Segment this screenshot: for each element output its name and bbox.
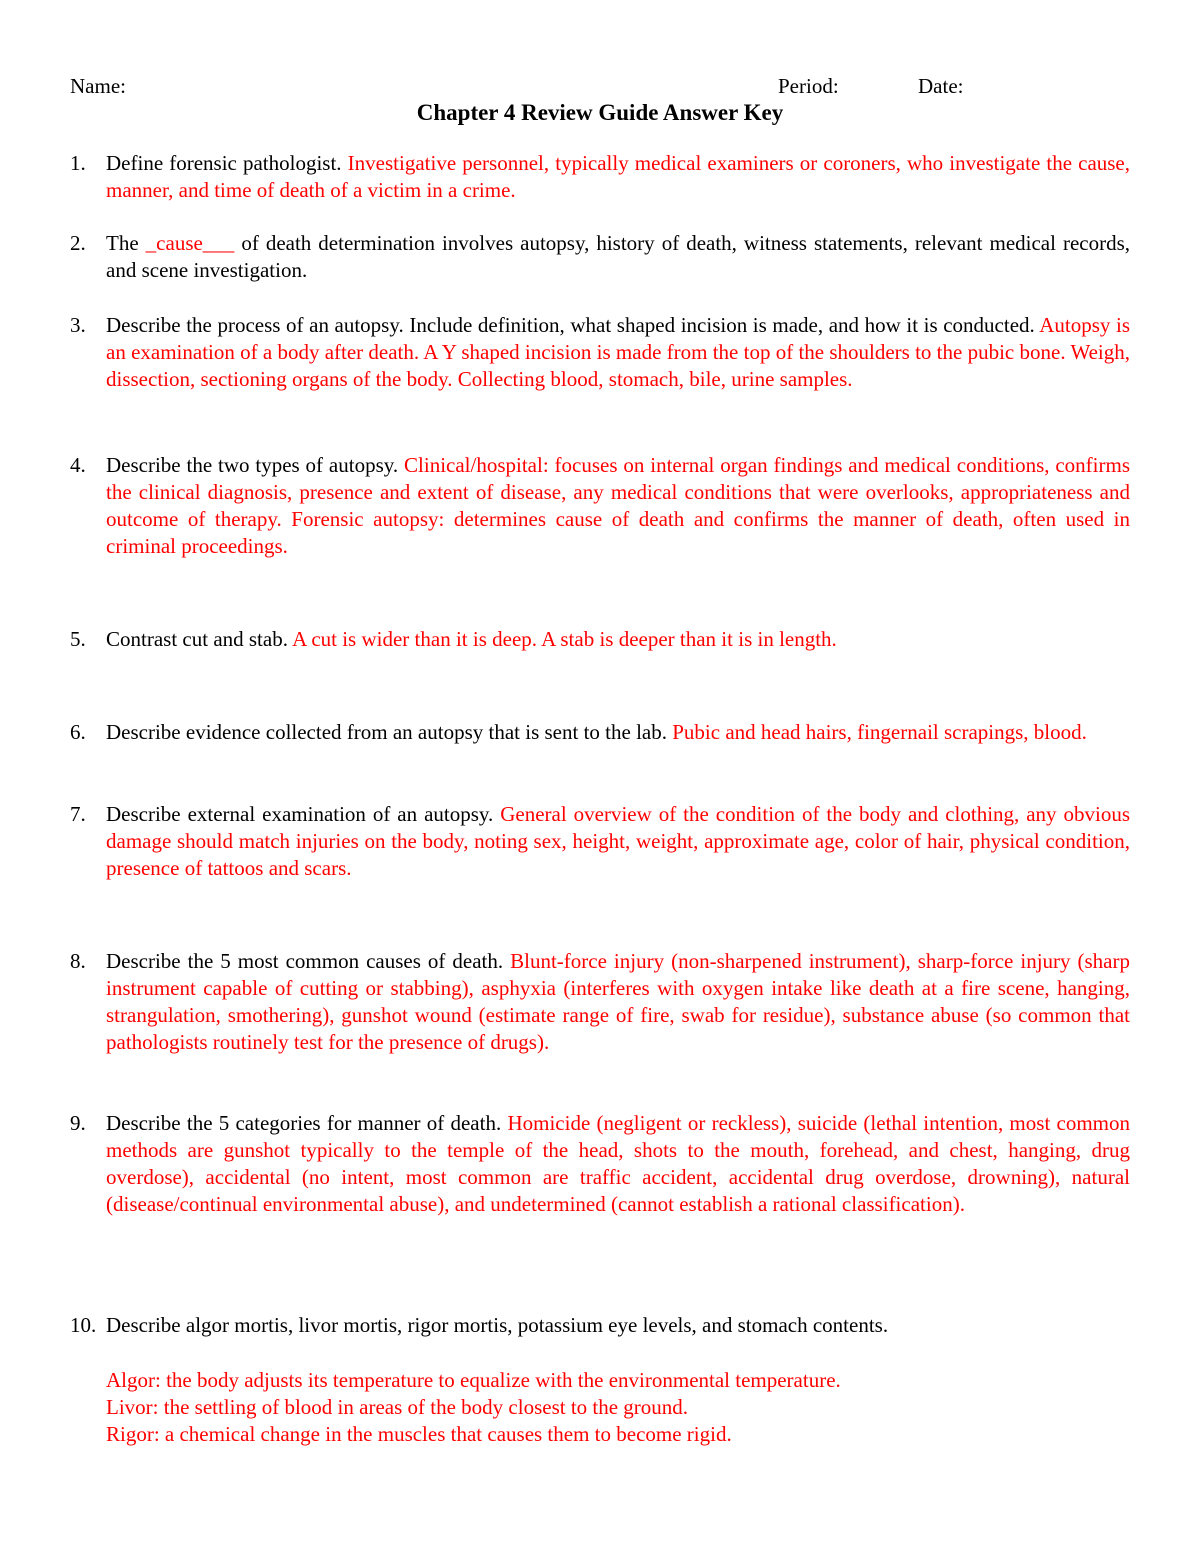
question-10 [70, 1312, 1130, 1339]
question-prompt: Describe evidence collected from an autopsy that is sent to the lab. [106, 720, 667, 744]
question-number: 9. [70, 1111, 86, 1135]
question-number: 3. [70, 313, 86, 337]
question-3 [70, 312, 1130, 393]
algor-answer: Algor: the body adjusts its temperature to equalize with the environmental temperature. [106, 1368, 841, 1392]
question-answer: General overview of the condition of the body and clothing, any obvious damage should match injuries on the body, noting sex, height, weight, approximate age, color of hair, physical condition, presence of tattoos and scars. [106, 802, 1131, 880]
question-1 [70, 150, 1130, 204]
page-title: Chapter 4 Review Guide Answer Key [416, 100, 784, 125]
question-answer: Clinical/hospital: focuses on internal organ findings and medical conditions, confirms the clinical diagnosis, presence and extent of disease, any medical conditions that were overlooks, appropriateness and outcome of therapy. Forensic autopsy: determines cause of death and confirms the manner of death, often used in criminal proceedings. [106, 453, 1130, 558]
question-prompt: Describe the two types of autopsy. [106, 453, 399, 477]
name-label: Name: [70, 74, 126, 98]
question-answer: Autopsy is an examination of a body after death. A Y shaped incision is made from the top of the shoulders to the pubic bone. Weigh, dissection, sectioning organs of the body. Collecting blood, stomach, bile, urine samples. [106, 313, 1130, 391]
question-prompt-after: of death determination involves autopsy, history of death, witness statements, relevant medical records, and scene investigation. [106, 231, 1131, 282]
period-label: Period: [778, 74, 839, 98]
question-10-answers [106, 1367, 841, 1448]
rigor-answer: Rigor: a chemical change in the muscles that causes them to become rigid. [106, 1422, 732, 1446]
question-4 [70, 452, 1130, 560]
question-8 [70, 948, 1130, 1056]
question-number: 8. [70, 949, 86, 973]
question-number: 1. [70, 151, 86, 175]
question-answer: Homicide (negligent or reckless), suicide (lethal intention, most common methods are gunshot typically to the temple of the head, shots to the mouth, forehead, and chest, hanging, drug overdose), accidental (no intent, most common are traffic accident, accidental drug overdose, drowning), natural (disease/continual environmental abuse), and undetermined (cannot establish a rational classification). [106, 1111, 1131, 1216]
question-9 [70, 1110, 1130, 1218]
question-number: 7. [70, 802, 86, 826]
question-answer: Investigative personnel, typically medical examiners or coroners, who investigate the cause, manner, and time of death of a victim in a crime. [106, 151, 1131, 202]
question-prompt: Define forensic pathologist. [106, 151, 342, 175]
header-row [70, 74, 1130, 100]
date-label: Date: [918, 74, 964, 98]
blank-answer: _cause___ [145, 231, 235, 255]
question-6 [70, 719, 1130, 746]
question-prompt: Describe algor mortis, livor mortis, rigor mortis, potassium eye levels, and stomach contents. [106, 1313, 889, 1337]
question-number: 5. [70, 627, 86, 651]
question-prompt: Contrast cut and stab. [106, 627, 288, 651]
question-2 [70, 230, 1130, 284]
question-prompt: Describe the process of an autopsy. Include definition, what shaped incision is made, and how it is conducted. [106, 313, 1035, 337]
question-7 [70, 801, 1130, 882]
question-number: 10. [70, 1313, 97, 1337]
livor-answer: Livor: the settling of blood in areas of the body closest to the ground. [106, 1395, 689, 1419]
question-prompt: Describe the 5 categories for manner of death. [106, 1111, 502, 1135]
question-prompt: Describe external examination of an autopsy. [106, 802, 494, 826]
question-answer: Blunt-force injury (non-sharpened instrument), sharp-force injury (sharp instrument capable of cutting or stabbing), asphyxia (interferes with oxygen intake like death at a fire scene, hanging, strangulation, smothering), gunshot wound (estimate range of fire, swab for residue), substance abuse (so common that pathologists routinely test for the presence of drugs). [106, 949, 1131, 1054]
question-number: 6. [70, 720, 86, 744]
question-number: 2. [70, 231, 86, 255]
question-number: 4. [70, 453, 86, 477]
question-answer: A cut is wider than it is deep. A stab is deeper than it is in length. [292, 627, 837, 651]
question-5 [70, 626, 1130, 653]
question-prompt: Describe the 5 most common causes of death. [106, 949, 504, 973]
question-prompt-before: The [106, 231, 146, 255]
question-answer: Pubic and head hairs, fingernail scrapings, blood. [672, 720, 1087, 744]
